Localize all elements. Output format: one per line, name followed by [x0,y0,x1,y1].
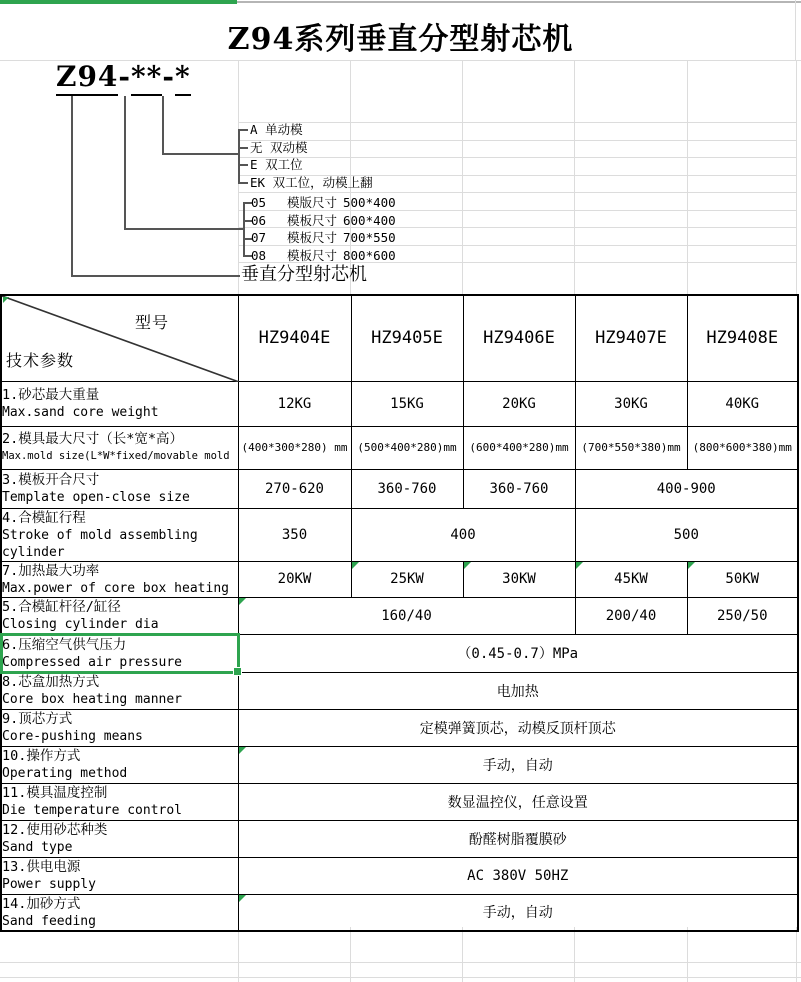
variant-code: EK [250,174,266,190]
value-cell[interactable]: 270-620 [238,469,351,508]
value-cell[interactable]: (600*400*280)mm [463,426,575,469]
corner-header-cell[interactable] [1,295,238,381]
param-label-cell[interactable] [1,469,238,508]
param-label-zh: 2.模具最大尺寸（长*宽*高） [2,431,184,447]
table-row [1,508,798,561]
value-cell[interactable]: (500*400*280)mm [351,426,463,469]
gridline [238,927,239,982]
value-cell[interactable]: (800*600*380)mm [687,426,798,469]
size-option-size: 800*600 [343,247,396,263]
size-option-code: 06 [251,212,267,228]
line-star-horizontal [162,153,240,155]
variant-tick [238,182,248,184]
value-cell[interactable]: 360-760 [351,469,463,508]
table-row [1,469,798,508]
size-option-label: 模板尺寸 [287,230,338,245]
value-cell[interactable]: 手动，自动 [238,894,798,931]
model-code-prefix: Z94 [56,60,118,96]
value-cell[interactable]: 40KG [687,381,798,426]
variant-bracket [238,129,240,184]
param-label-en: Max.power of core box heating [2,580,229,596]
param-label-zh: 1.砂芯最大重量 [2,387,100,403]
model-header-HZ9406E[interactable]: HZ9406E [463,295,575,381]
gridline [238,122,797,123]
table-row [1,426,798,469]
param-label-zh: 11.模具温度控制 [2,785,108,801]
size-option-size: 600*400 [343,212,396,228]
param-label-zh: 8.芯盒加热方式 [2,674,100,690]
param-label-en: Core-pushing means [2,729,143,744]
table-row [1,746,798,783]
variant-tick [238,164,248,166]
size-option-code: 08 [251,247,267,263]
variant-label: 双工位 [265,157,303,172]
size-option-label: 模版尺寸 [287,195,338,210]
table-row [1,709,798,746]
gridline [238,140,797,141]
value-cell[interactable]: 45KW [575,561,687,597]
value-cell[interactable]: 酚醛树脂覆膜砂 [238,820,798,857]
param-label-zh: 12.使用砂芯种类 [2,822,108,838]
gridline [238,192,797,193]
gridline [238,157,797,158]
value-cell[interactable]: 400 [351,508,575,561]
value-cell[interactable]: 20KG [463,381,575,426]
page-title: Z94系列垂直分型射芯机 [227,22,574,57]
value-cell[interactable]: 25KW [351,561,463,597]
machine-type-label: 垂直分型射芯机 [241,264,367,285]
size-option [251,213,396,228]
table-row [1,783,798,820]
model-code-star: * [175,60,191,96]
model-header-HZ9404E[interactable]: HZ9404E [238,295,351,381]
model-header-HZ9405E[interactable]: HZ9405E [351,295,463,381]
error-check-triangle [688,562,695,569]
param-label-cell[interactable] [1,894,238,931]
gridline [238,210,797,211]
line-stars-vertical [124,96,126,230]
gridline [796,927,797,982]
table-row [1,672,798,709]
variant-option [250,140,308,155]
size-option-size: 500*400 [343,195,396,210]
value-cell[interactable]: AC 380V 50HZ [238,857,798,894]
gridline [462,61,463,294]
gridline [574,61,575,294]
variant-tick [238,147,248,149]
param-label-cell[interactable] [1,381,238,426]
variant-label: 双动模 [270,139,308,155]
value-cell[interactable]: 30KG [575,381,687,426]
spec-table [0,294,799,932]
param-label-en: Power supply [2,877,96,892]
variant-code: E [250,157,258,172]
value-cell[interactable]: 350 [238,508,351,561]
size-option [251,230,396,245]
variant-option [250,122,303,137]
value-cell[interactable]: 400-900 [575,469,798,508]
value-cell[interactable]: 360-760 [463,469,575,508]
size-option-code: 07 [251,230,267,245]
param-label-cell[interactable] [1,672,238,709]
param-label-zh: 3.模板开合尺寸 [2,472,100,488]
value-cell[interactable]: (400*300*280) mm [238,426,351,469]
table-row [1,820,798,857]
gridline [687,61,688,294]
value-cell[interactable]: 500 [575,508,798,561]
error-check-triangle [464,562,471,569]
param-label-zh: 4.合模缸行程 [2,509,86,526]
param-label-en: Max.mold size(L*W*fixed/movable mold [2,450,230,462]
table-row [1,894,798,931]
param-label-cell[interactable] [1,709,238,746]
size-option [251,248,396,263]
size-option-size: 700*550 [343,230,396,245]
line-prefix-vertical [71,96,73,277]
table-row [1,857,798,894]
param-label-zh: 7.加热最大功率 [2,562,100,579]
size-option-label: 模板尺寸 [287,212,338,228]
size-option-label: 模板尺寸 [287,247,338,263]
top-green-bar [0,0,237,4]
value-cell[interactable]: 250/50 [687,597,798,634]
param-label-cell[interactable] [1,508,238,561]
param-label-zh: 6.压缩空气供气压力 [2,636,127,653]
table-row [1,597,798,634]
param-label-zh: 13.供电电源 [2,859,81,875]
line-prefix-horizontal [71,275,240,277]
gridline [350,927,351,982]
param-label-en: Max.sand core weight [2,405,159,420]
param-label-cell[interactable] [1,634,238,672]
gridline [0,977,801,978]
value-cell[interactable]: （0.45-0.7）MPa [238,634,798,672]
corner-label-params: 技术参数 [6,351,75,370]
table-row [1,381,798,426]
model-header-HZ9408E[interactable]: HZ9408E [687,295,798,381]
param-label-zh: 5.合模缸杆径/缸径 [2,599,121,615]
value-cell[interactable]: 160/40 [238,597,575,634]
gridline [687,927,688,982]
param-label-en: Template open-close size [2,490,190,505]
variant-option [250,157,303,172]
size-option-code: 05 [251,195,267,210]
param-label-en: Closing cylinder dia [2,617,159,632]
table-row [1,634,798,672]
param-label-zh: 14.加砂方式 [2,895,81,912]
corner-label-model: 型号 [135,313,170,332]
model-code-text: Z94-**-* [56,60,191,93]
value-cell[interactable]: 手动，自动 [238,746,798,783]
param-label-zh: 9.顶芯方式 [2,711,73,727]
gridline [0,962,801,963]
variant-tick [238,129,248,131]
gridline [462,927,463,982]
variant-label: 双工位，动模上翻 [272,174,373,190]
value-cell[interactable]: 200/40 [575,597,687,634]
model-header-HZ9407E[interactable]: HZ9407E [575,295,687,381]
param-label-cell[interactable] [1,597,238,634]
param-label-zh: 10.操作方式 [2,748,81,764]
value-cell[interactable]: 15KG [351,381,463,426]
size-bracket [243,202,245,257]
param-label-en: Sand type [2,840,73,855]
param-label-cell[interactable] [1,783,238,820]
param-label-cell[interactable] [1,857,238,894]
param-label-en: Operating method [2,766,128,781]
corner-green-mark [3,297,9,303]
model-code-stars: ** [131,60,162,96]
variant-code: A [250,122,258,137]
value-cell[interactable]: 50KW [687,561,798,597]
value-cell[interactable]: 数显温控仪，任意设置 [238,783,798,820]
variant-label: 单动模 [265,122,303,137]
line-stars-horizontal [124,228,244,230]
param-label-en: Die temperature control [2,803,183,818]
variant-option [250,175,373,190]
error-check-triangle [352,562,359,569]
param-label-en: Stroke of mold assembling cylinder [2,527,198,560]
param-label-cell[interactable] [1,426,238,469]
gridline [574,927,575,982]
error-check-triangle [239,747,246,754]
table-row [1,561,798,597]
param-label-cell[interactable] [1,746,238,783]
line-star-vertical [162,96,164,155]
value-cell[interactable]: (700*550*380)mm [575,426,687,469]
value-cell[interactable]: 定模弹簧顶芯，动模反顶杆顶芯 [238,709,798,746]
variant-code: 无 [250,139,263,155]
size-option [251,195,396,210]
param-label-cell[interactable] [1,820,238,857]
value-cell[interactable]: 30KW [463,561,575,597]
error-check-triangle [239,598,246,605]
param-label-en: Core box heating manner [2,692,183,707]
gridline [796,61,797,294]
gridline [238,245,797,246]
value-cell[interactable]: 20KW [238,561,351,597]
top-gray-line [237,1,801,3]
param-label-cell[interactable] [1,561,238,597]
param-label-en: Compressed air pressure [2,654,183,670]
value-cell[interactable]: 12KG [238,381,351,426]
error-check-triangle [239,895,246,902]
param-label-en: Sand feeding [2,913,96,929]
value-cell[interactable]: 电加热 [238,672,798,709]
error-check-triangle [576,562,583,569]
